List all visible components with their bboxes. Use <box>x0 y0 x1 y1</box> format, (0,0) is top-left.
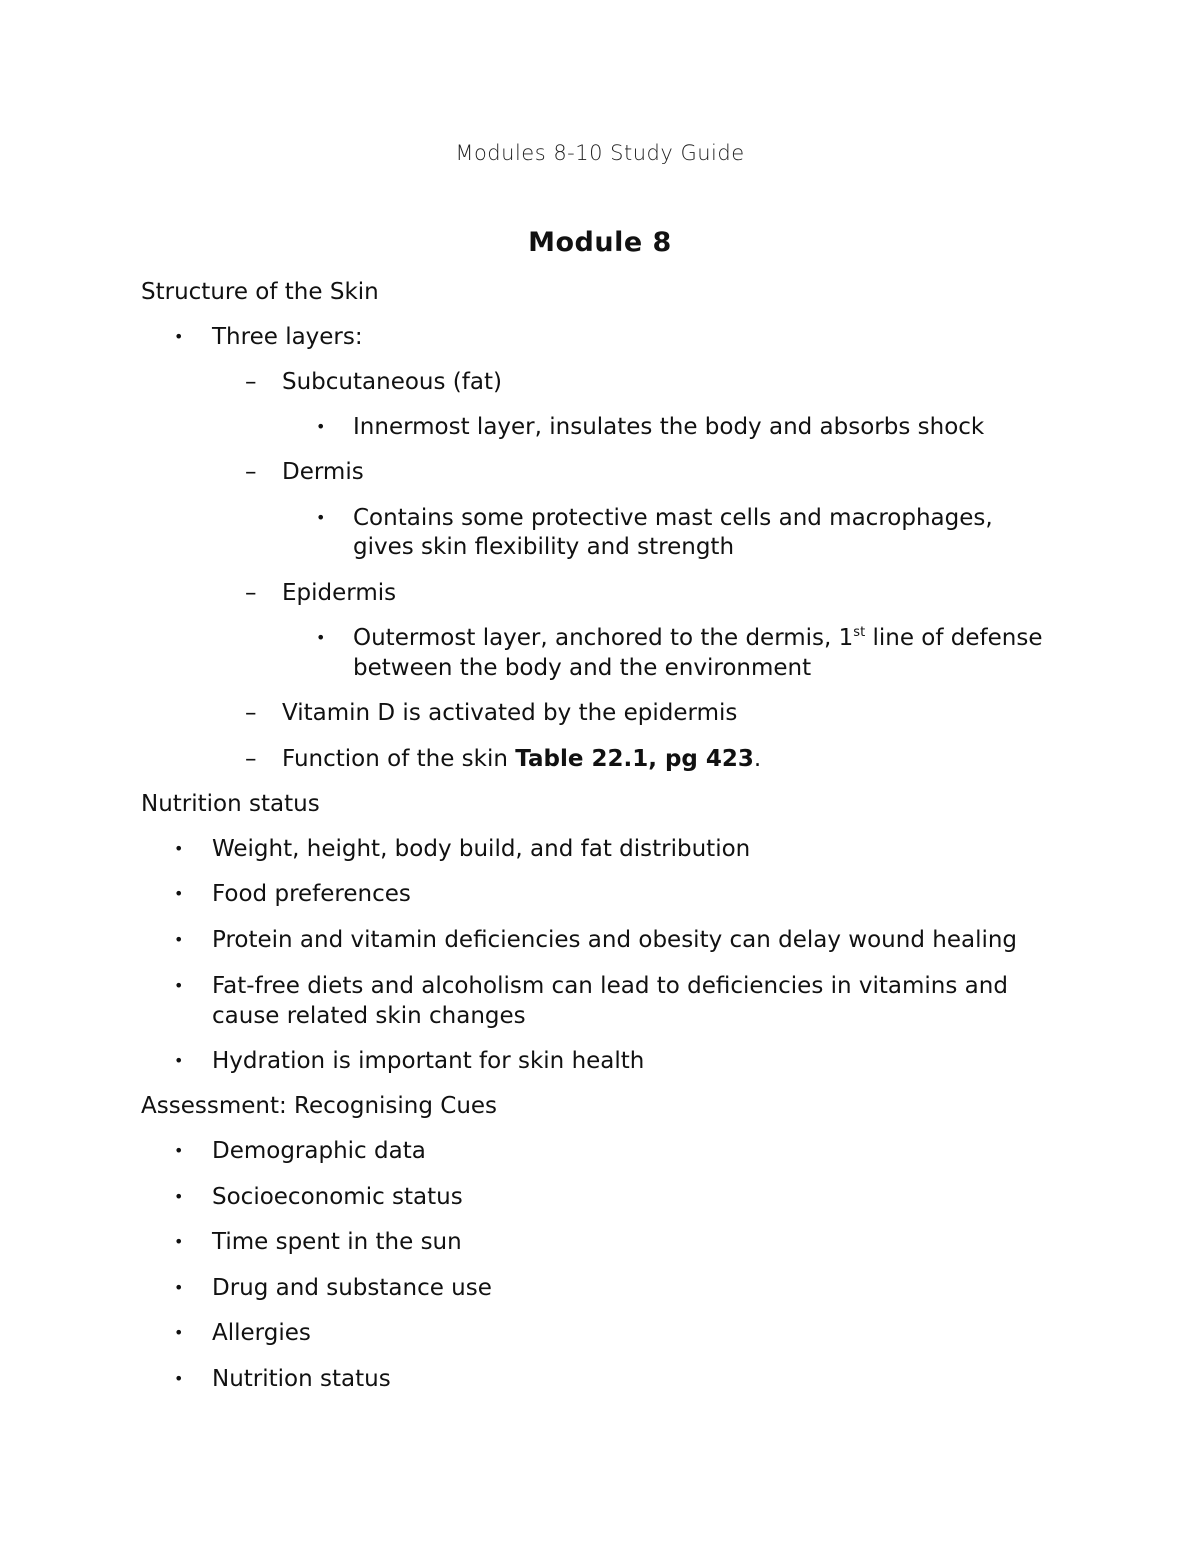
list-item <box>353 623 1043 653</box>
document-title: Modules 8-10 Study Guide <box>455 141 745 165</box>
list-item: Weight, height, body build, and fat distribution <box>212 836 751 862</box>
text-run: Outermost layer, anchored to the dermis, 1 <box>353 625 854 651</box>
list-item: Fat-free diets and alcoholism can lead to deficiencies in vitamins and <box>212 973 1008 999</box>
section-heading-structure: Structure of the Skin <box>141 279 379 305</box>
dash-marker: – <box>245 369 257 395</box>
section-heading-assessment: Assessment: Recognising Cues <box>141 1093 498 1119</box>
module-heading: Module 8 <box>528 227 672 258</box>
list-item-continuation: gives skin flexibility and strength <box>353 534 735 560</box>
text-run: line of defense <box>865 625 1043 651</box>
list-item: Protein and vitamin deficiencies and obesity can delay wound healing <box>212 927 1018 953</box>
bullet-marker: • <box>174 1232 184 1251</box>
bullet-marker: • <box>174 327 184 346</box>
list-item: Epidermis <box>282 580 397 606</box>
dash-marker: – <box>245 746 257 772</box>
list-item: Food preferences <box>212 881 411 907</box>
list-item: Dermis <box>282 459 364 485</box>
bullet-marker: • <box>174 1369 184 1388</box>
list-item <box>282 744 761 774</box>
list-item: Drug and substance use <box>212 1275 492 1301</box>
list-item: Vitamin D is activated by the epidermis <box>282 700 738 726</box>
bullet-marker: • <box>316 508 326 527</box>
section-heading-nutrition: Nutrition status <box>141 791 320 817</box>
list-item: Contains some protective mast cells and macrophages, <box>353 505 993 531</box>
dash-marker: – <box>245 580 257 606</box>
bullet-marker: • <box>316 417 326 436</box>
list-item: Demographic data <box>212 1138 426 1164</box>
bullet-marker: • <box>174 1051 184 1070</box>
list-item: Nutrition status <box>212 1366 391 1392</box>
text-run: Function of the skin <box>282 746 516 772</box>
table-reference: Table 22.1, pg 423 <box>515 746 754 772</box>
bullet-marker: • <box>174 839 184 858</box>
list-item: Innermost layer, insulates the body and absorbs shock <box>353 414 985 440</box>
list-item-continuation: cause related skin changes <box>212 1003 526 1029</box>
dash-marker: – <box>245 459 257 485</box>
list-item: Socioeconomic status <box>212 1184 463 1210</box>
bullet-marker: • <box>316 628 326 647</box>
bullet-marker: • <box>174 1141 184 1160</box>
list-item: Hydration is important for skin health <box>212 1048 645 1074</box>
bullet-marker: • <box>174 1323 184 1342</box>
bullet-marker: • <box>174 1278 184 1297</box>
bullet-marker: • <box>174 884 184 903</box>
list-item-continuation: between the body and the environment <box>353 655 812 681</box>
list-item: Allergies <box>212 1320 311 1346</box>
list-item: Three layers: <box>212 324 363 350</box>
bullet-marker: • <box>174 1187 184 1206</box>
list-item: Time spent in the sun <box>212 1229 462 1255</box>
superscript: st <box>853 625 866 640</box>
bullet-marker: • <box>174 976 184 995</box>
list-item: Subcutaneous (fat) <box>282 369 502 395</box>
dash-marker: – <box>245 700 257 726</box>
text-run: . <box>753 746 762 772</box>
bullet-marker: • <box>174 930 184 949</box>
